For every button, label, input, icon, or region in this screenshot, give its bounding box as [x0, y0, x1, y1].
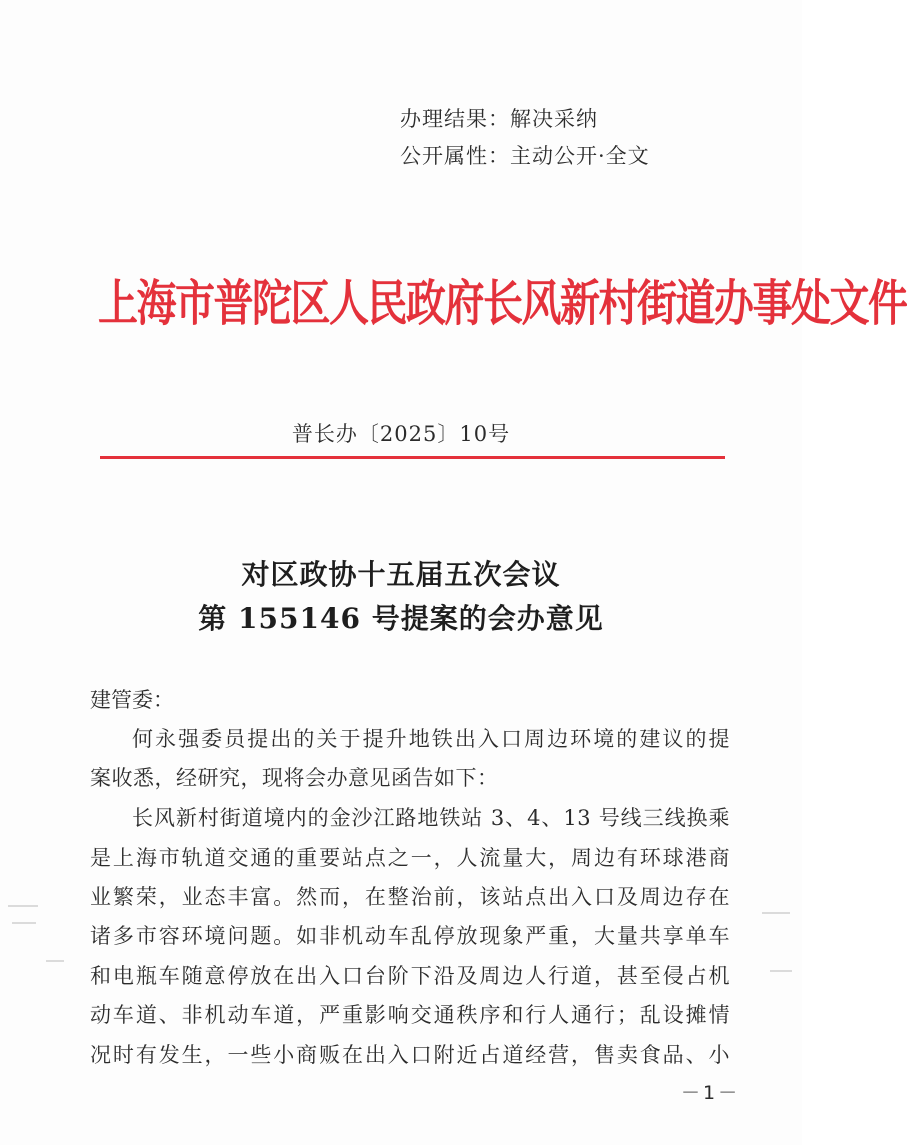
- paragraph-2-line-5: 和电瓶车随意停放在出入口台阶下沿及周边人行道，甚至侵占机: [90, 964, 730, 988]
- paragraph-2-line-2: 是上海市轨道交通的重要站点之一，人流量大，周边有环球港商: [90, 846, 730, 870]
- red-masthead: 上海市普陀区人民政府长风新村街道办事处文件: [98, 275, 907, 333]
- paragraph-2-line-7: 况时有发生，一些小商贩在出入口附近占道经营，售卖食品、小: [90, 1043, 730, 1067]
- paragraph-2-line-1: 长风新村街道境内的金沙江路地铁站 3、4、13 号线三线换乘: [132, 806, 730, 830]
- page-number: －1－: [681, 1082, 741, 1104]
- handling-result: [400, 103, 598, 133]
- salutation: 建管委：: [90, 688, 174, 712]
- paragraph-2-line-6: 动车道、非机动车道，严重影响交通秩序和行人通行；乱设摊情: [90, 1003, 730, 1027]
- scan-artifact-right-2: [770, 970, 792, 972]
- scan-artifact-left-3: [46, 960, 64, 962]
- scan-artifact-left-1: [8, 905, 38, 907]
- document-number: 普长办〔2025〕10号: [291, 422, 511, 446]
- disclosure-attribute-value: 主动公开·全文: [510, 144, 650, 168]
- scan-artifact-left-2: [12, 922, 36, 924]
- red-divider-line: [100, 456, 725, 459]
- handling-result-label: 办理结果：: [400, 107, 510, 131]
- paragraph-2-line-3: 业繁荣，业态丰富。然而，在整治前，该站点出入口及周边存在: [90, 885, 730, 909]
- scan-artifact-right-1: [762, 912, 790, 914]
- disclosure-attribute: [400, 140, 650, 170]
- document-title-line-2: 第 155146 号提案的会办意见: [198, 602, 604, 635]
- disclosure-attribute-label: 公开属性：: [400, 144, 510, 168]
- handling-result-value: 解决采纳: [510, 107, 598, 131]
- paragraph-1-line-1: 何永强委员提出的关于提升地铁出入口周边环境的建议的提: [132, 727, 730, 751]
- paragraph-2-line-4: 诸多市容环境问题。如非机动车乱停放现象严重，大量共享单车: [90, 924, 730, 948]
- paragraph-1-line-2: 案收悉，经研究，现将会办意见函告如下：: [90, 766, 499, 790]
- document-title-line-1: 对区政协十五届五次会议: [241, 558, 561, 591]
